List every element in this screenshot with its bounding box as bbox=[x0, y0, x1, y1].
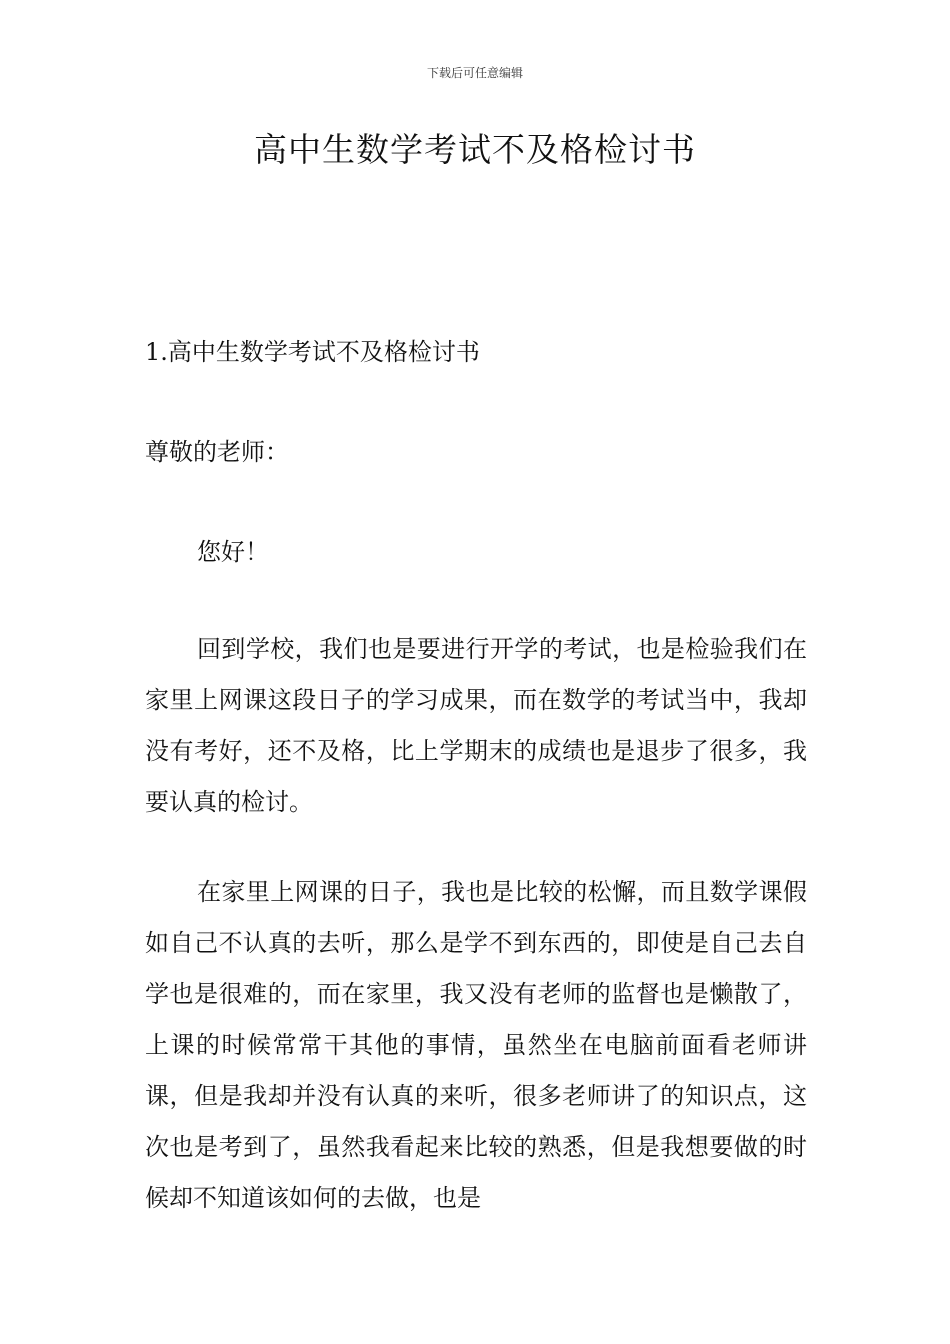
section-heading: 1.高中生数学考试不及格检讨书 bbox=[145, 338, 480, 366]
salutation: 尊敬的老师： bbox=[145, 438, 289, 466]
document-title: 高中生数学考试不及格检讨书 bbox=[254, 130, 696, 169]
page-header-note: 下载后可任意编辑 bbox=[426, 66, 523, 80]
greeting: 您好！ bbox=[197, 538, 269, 566]
body-paragraph: 回到学校，我们也是要进行开学的考试，也是检验我们在家里上网课这段日子的学习成果，而在数学的考试当中，我却没有考好，还不及格，比上学期末的成绩也是退步了很多，我要认真的检讨。 bbox=[145, 635, 807, 816]
body-paragraph: 在家里上网课的日子，我也是比较的松懈，而且数学课假如自己不认真的去听，那么是学不到东西的，即使是自己去自学也是很难的，而在家里，我又没有老师的监督也是懒散了，上课的时候常常干其他的事情，虽然坐在电脑前面看老师讲课，但是我却并没有认真的来听，很多老师讲了的知识点，这次也是考到了，虽然我看起来比较的熟悉，但是我想要做的时候却不知道该如何的去做，也是 bbox=[145, 878, 807, 1212]
